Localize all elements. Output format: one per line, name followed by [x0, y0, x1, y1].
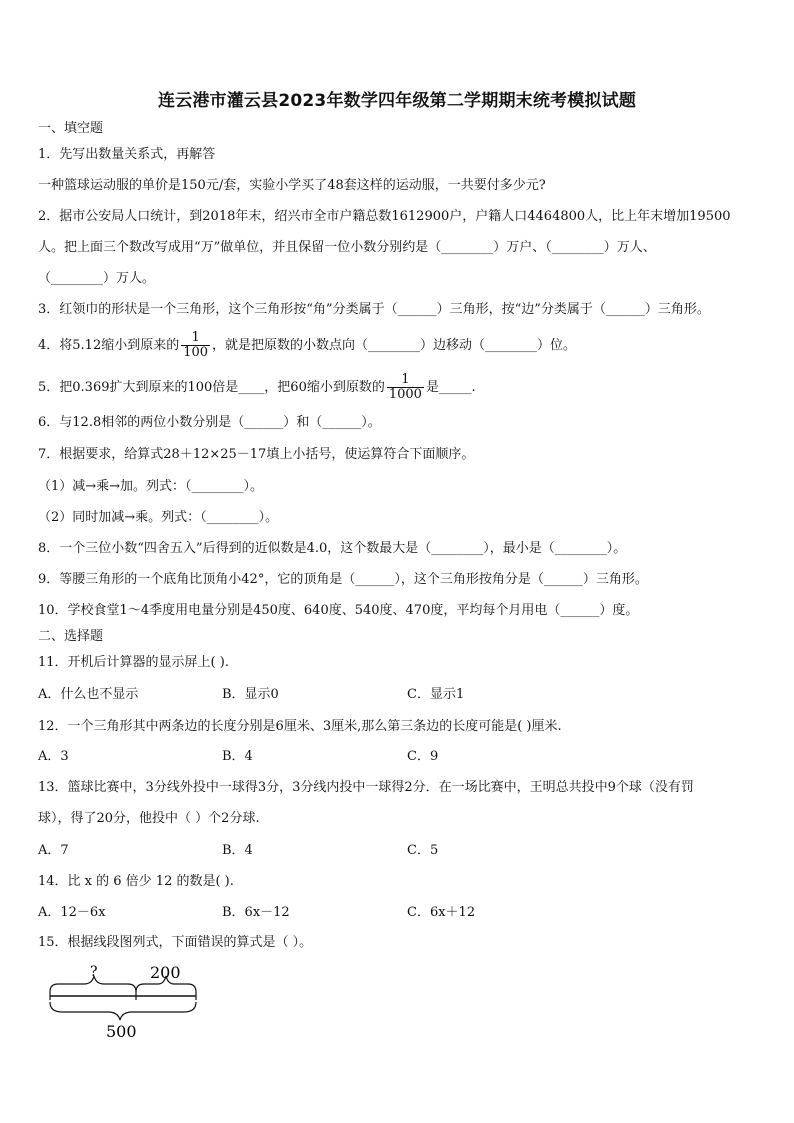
- q11-option-b[interactable]: B．显示0: [222, 687, 279, 702]
- fraction-denominator: 1000: [388, 387, 422, 402]
- q11-option-a[interactable]: A．什么也不显示: [38, 687, 139, 702]
- fraction-numerator: 1: [181, 331, 210, 346]
- fraction-denominator: 100: [183, 345, 209, 360]
- question-1: 1．先写出数量关系式，再解答: [38, 147, 216, 162]
- line-segment-diagram: [40, 962, 210, 1042]
- question-6: 6．与12.8相邻的两位小数分别是（______）和（______）。: [38, 415, 381, 430]
- question-2-line2: 人。把上面三个数改写成用“万”做单位，并且保留一位小数分别约是（________）万户、（________）万人、: [38, 240, 656, 255]
- q13-option-b[interactable]: B．4: [222, 843, 253, 858]
- page-title: 连云港市灌云县2023年数学四年级第二学期期末统考模拟试题: [157, 91, 637, 111]
- question-13-line2: 球），得了20分，他投中（ ）个2分球.: [38, 811, 260, 826]
- q12-option-b[interactable]: B．4: [222, 749, 253, 764]
- q13-option-c[interactable]: C．5: [407, 843, 439, 858]
- q14-option-a[interactable]: A．12－6x: [38, 905, 106, 920]
- q13-option-a[interactable]: A．7: [38, 843, 69, 858]
- question-5-text-a: 5．把0.369扩大到原来的100倍是____，把60缩小到原数的: [38, 380, 385, 395]
- question-7: 7．根据要求，给算式28＋12×25－17填上小括号，使运算符合下面顺序。: [38, 447, 475, 462]
- question-9: 9．等腰三角形的一个底角比顶角小42°，它的顶角是（______），这个三角形按角分是（______）三角形。: [38, 572, 648, 587]
- question-5-text-b: 是_____.: [425, 380, 476, 395]
- question-14: 14．比 x 的 6 倍少 12 的数是( ).: [38, 874, 234, 889]
- question-4-text-a: 4．将5.12缩小到原来的: [38, 338, 180, 353]
- diagram-total-label: 500: [106, 1022, 137, 1041]
- question-15: 15．根据线段图列式，下面错误的算式是（ ）。: [38, 935, 313, 950]
- question-4-text-b: ，就是把原数的小数点向（________）边移动（________）位。: [212, 338, 577, 353]
- section-choice-heading: 二、选择题: [38, 629, 104, 644]
- question-12: 12．一个三角形其中两条边的长度分别是6厘米、3厘米,那么第三条边的长度可能是( )厘米.: [38, 719, 562, 734]
- brace-total: [50, 1002, 196, 1020]
- question-7-part2: （2）同时加减→乘。列式：（________）。: [38, 510, 279, 525]
- diagram-part-label: 200: [150, 963, 181, 982]
- fraction-numerator: 1: [387, 373, 424, 388]
- q14-option-c[interactable]: C．6x＋12: [407, 905, 476, 920]
- q12-option-c[interactable]: C．9: [407, 749, 439, 764]
- question-1-body: 一种篮球运动服的单价是150元/套，实验小学买了48套这样的运动服，一共要付多少元?: [38, 178, 546, 193]
- q14-option-b[interactable]: B．6x－12: [222, 905, 290, 920]
- fraction-1-100: [181, 331, 210, 360]
- question-2-line3: （________）万人。: [38, 271, 156, 286]
- question-7-part1: （1）减→乘→加。列式：（________）。: [38, 479, 264, 494]
- question-4: [38, 328, 576, 364]
- question-2-line1: 2．据市公安局人口统计，到2018年末，绍兴市全市户籍总数1612900户，户籍人口4464800人，比上年末增加19500: [38, 209, 731, 224]
- question-5: [38, 370, 476, 406]
- diagram-question-label: ?: [90, 964, 98, 980]
- fraction-1-1000: [387, 373, 424, 402]
- section-fill-heading: 一、填空题: [38, 121, 104, 136]
- question-11: 11．开机后计算器的显示屏上( ).: [38, 655, 229, 670]
- segment-diagram-svg: [40, 962, 210, 1042]
- question-13-line1: 13．篮球比赛中，3分线外投中一球得3分，3分线内投中一球得2分．在一场比赛中，王明总共投中9个球（没有罚: [38, 780, 694, 795]
- question-3: 3．红领巾的形状是一个三角形，这个三角形按“角”分类属于（______）三角形，按“边”分类属于（______）三角形。: [38, 302, 710, 317]
- question-10: 10．学校食堂1～4季度用电量分别是450度、640度、540度、470度，平均每个月用电（______）度。: [38, 603, 639, 618]
- q11-option-c[interactable]: C．显示1: [407, 687, 465, 702]
- q12-option-a[interactable]: A．3: [38, 749, 69, 764]
- question-8: 8．一个三位小数“四舍五入”后得到的近似数是4.0，这个数最大是（________），最小是（________）。: [38, 541, 627, 556]
